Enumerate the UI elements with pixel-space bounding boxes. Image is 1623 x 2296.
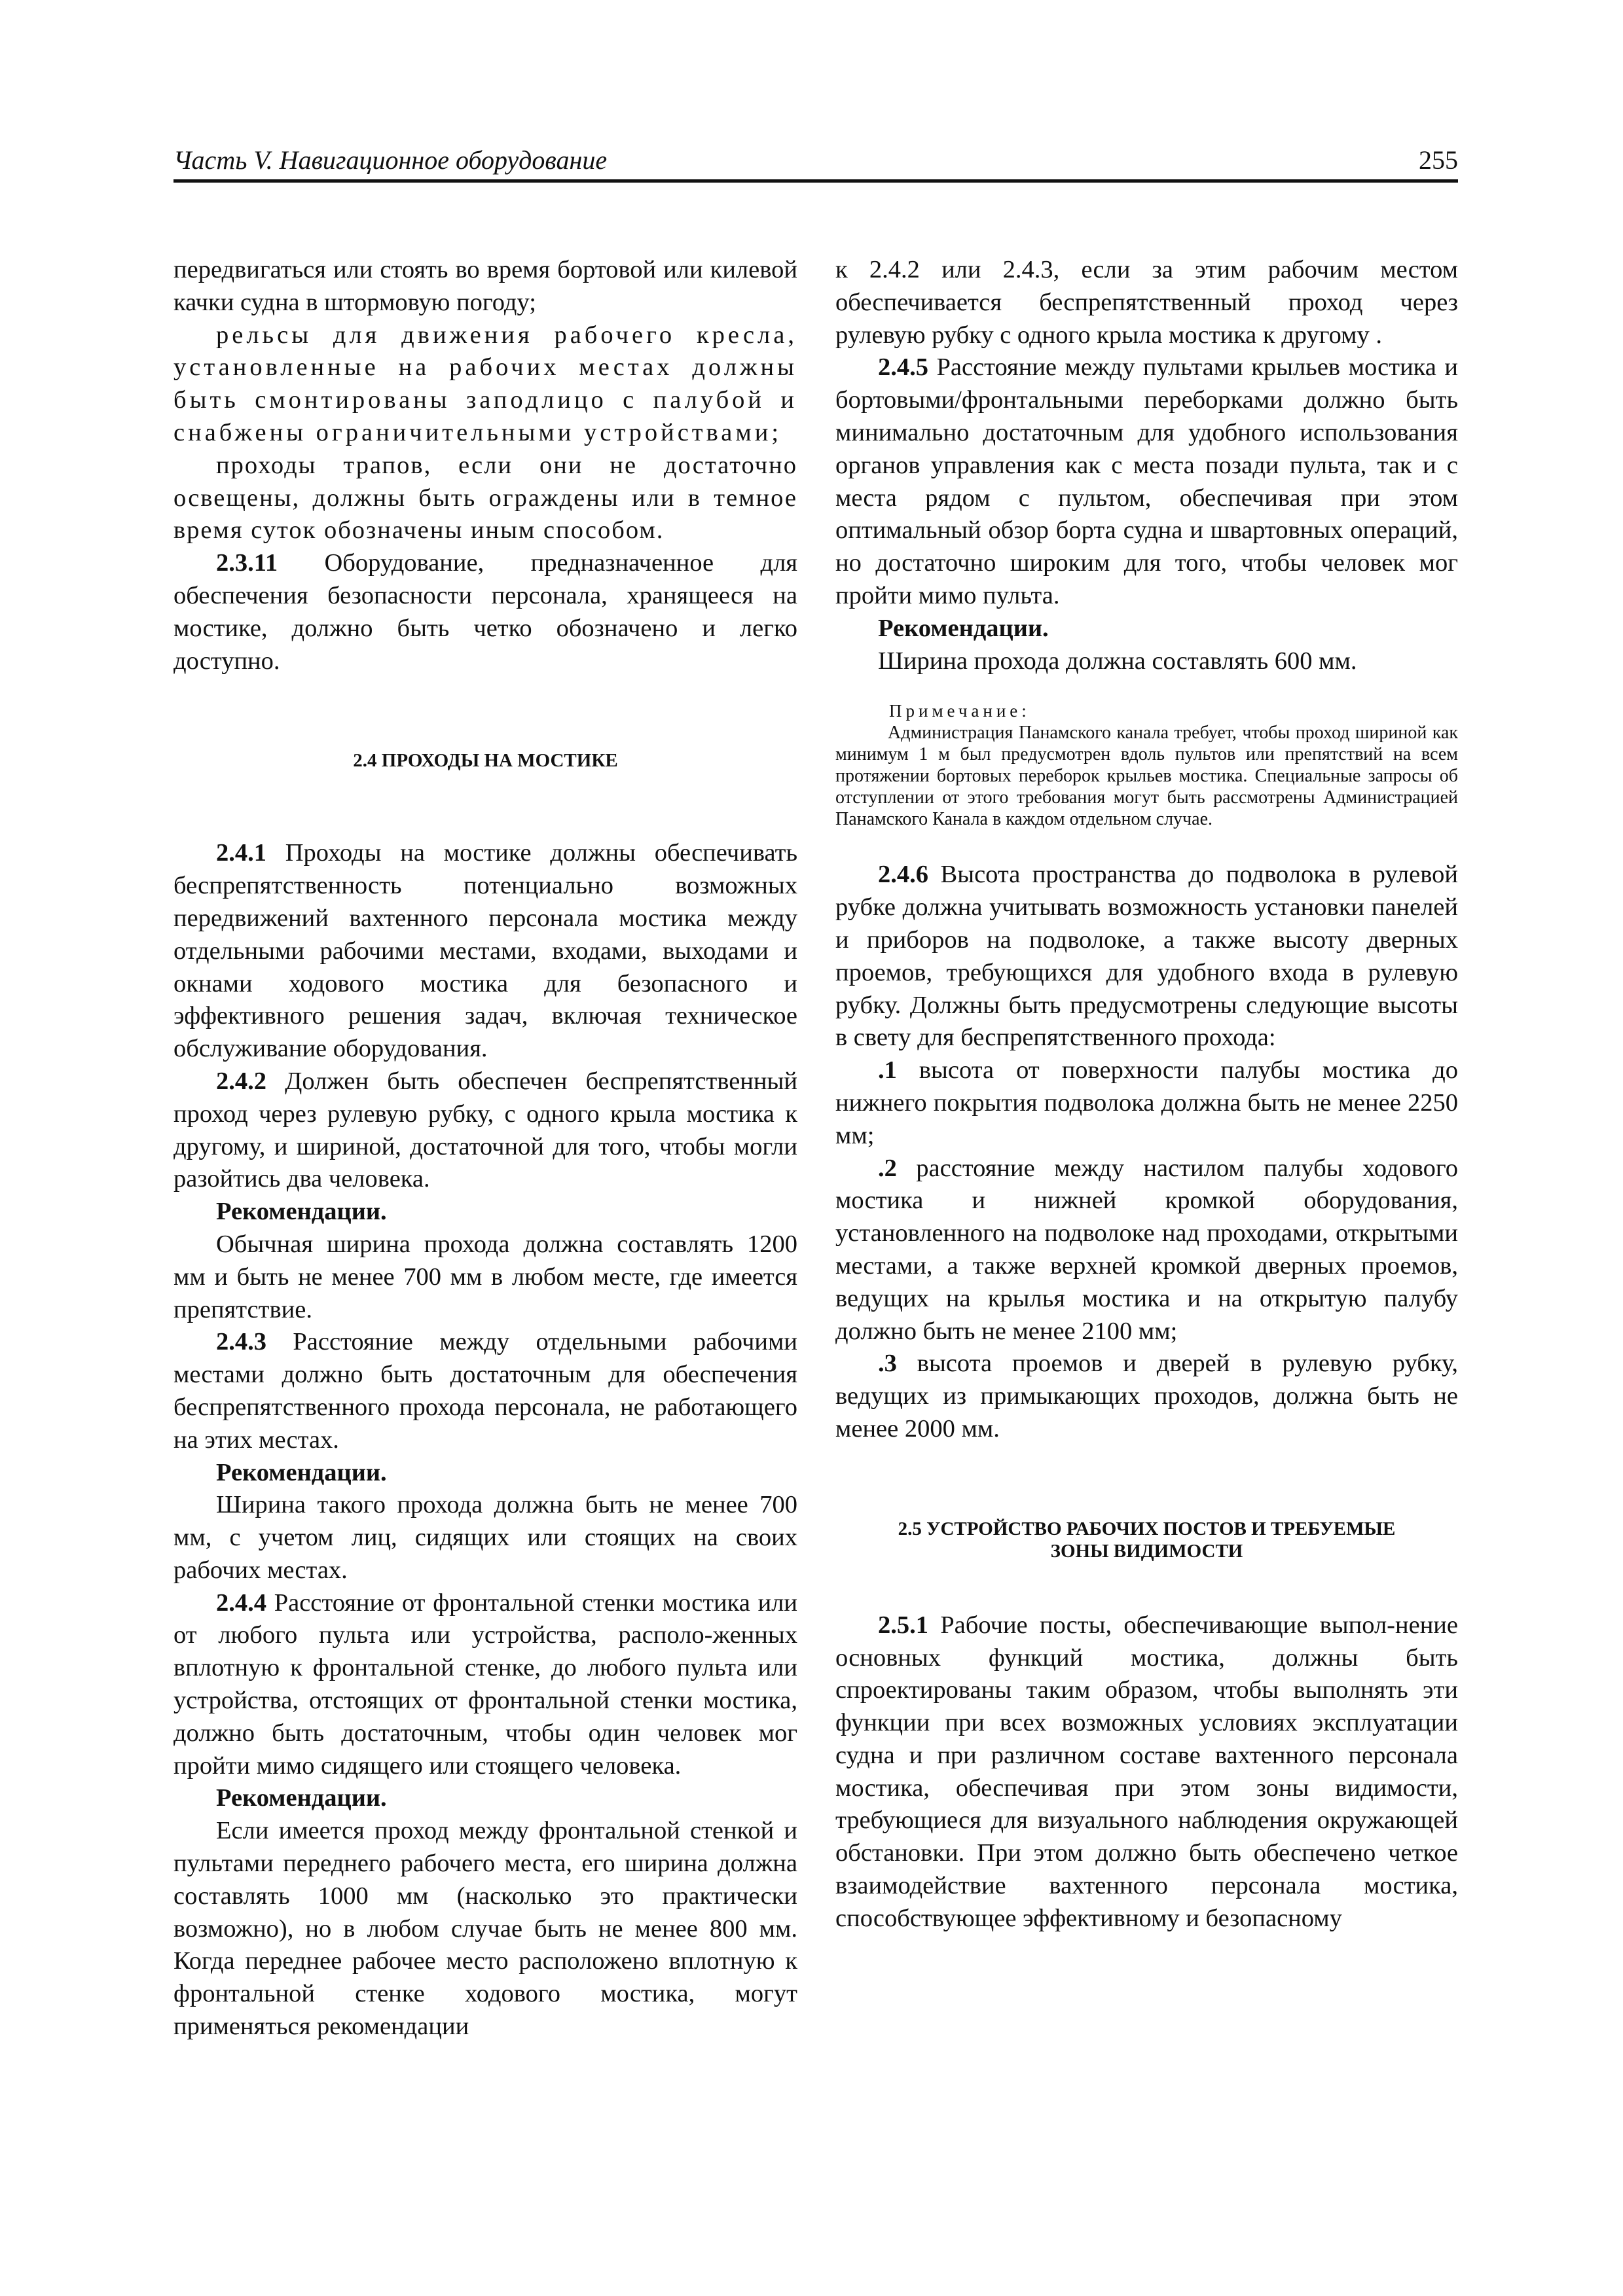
recommendation-text: Обычная ширина прохода должна составлять 1200 мм и быть не менее 700 мм в любом месте, где имеется препятствие. [173, 1230, 797, 1323]
section-heading-2-5 [835, 1518, 1458, 1562]
paragraph: к 2.4.2 или 2.4.3, если за этим рабочим местом обеспечивается беспрепятственный проход через рулевую рубку с одного крыла мостика к другому . [835, 256, 1458, 349]
paragraph-2-3-11 [173, 547, 797, 677]
recommendations-heading: Рекомендации. [216, 1198, 387, 1226]
page-header [173, 143, 1458, 183]
paragraph-2-4-2 [173, 1066, 797, 1196]
paragraph: проходы трапов, если они не достаточно освещены, должны быть ограждены или в темное время суток обозначены иным способом. [173, 451, 797, 545]
clause-number: 2.4.4 [216, 1588, 266, 1617]
clause-text: Высота пространства до подволока в рулевой рубке должна учитывать возможность установки панелей и приборов на подволоке, а также высоту дверных проемов, требующихся для удобного входа в рулевую рубку. Должны быть предусмотрены следующие высоты в свету для беспрепятственного прохода: [835, 861, 1458, 1052]
paragraph: передвигаться или стоять во время бортовой или килевой качки судна в штормовую погоду; [173, 256, 797, 316]
item-number: .1 [878, 1056, 897, 1085]
recommendation-text: Если имеется проход между фронтальной стенкой и пультами переднего рабочего места, его ширина должна составлять 1000 мм (насколько это практически возможно), но в любом случае быть не менее 800 мм. Когда переднее рабочее место расположено вплотную к фронтальной стенке ходового мостика, могут применяться рекомендации [173, 1817, 797, 2041]
clause-text: Расстояние между отдельными рабочими местами должно быть достаточным для обеспечения беспрепятственного прохода персонала, не работающего на этих местах. [173, 1328, 797, 1454]
page-number: 255 [1419, 145, 1458, 175]
item-text: расстояние между настилом палубы ходового мостика и нижней кромкой оборудования, установленного на подволоке над проходами, открытыми местами, а также верхней кромкой дверных проемов, ведущих на крылья мостика и на открытую палубу должно быть не менее 2100 мм; [835, 1154, 1458, 1345]
clause-text: Расстояние между пультами крыльев мостика и бортовыми/фронтальными переборками должно быть минимально достаточным для удобного использования органов управления как с места позади пульта, так и с места рядом с пультом, обеспечивая при этом оптимальный обзор борта судна и швартовных операций, но достаточно широким для того, чтобы человек мог пройти мимо пульта. [835, 353, 1458, 609]
paragraph-2-4-6 [835, 859, 1458, 1054]
paragraph-2-4-1 [173, 837, 797, 1066]
clause-text: Должен быть обеспечен беспрепятственный проход через рулевую рубку, с одного крыла мостика к другому, и шириной, достаточной для того, чтобы могли разойтись два человека. [173, 1067, 797, 1193]
item-number: .2 [878, 1154, 897, 1182]
clause-number: 2.5.1 [878, 1611, 928, 1639]
paragraph: рельсы для движения рабочего кресла, установленные на рабочих местах должны быть смонтированы заподлицо с палубой и снабжены ограничительными устройствами; [173, 321, 797, 446]
recommendation-text: Ширина такого прохода должна быть не менее 700 мм, с учетом лиц, сидящих или стоящих на своих рабочих местах. [173, 1491, 797, 1584]
clause-text: Расстояние от фронтальной стенки мостика или от любого пульта или устройства, располо-женных вплотную к фронтальной стенке, до любого пульта или устройства, отстоящих от фронтальной стенки мостика, должно быть достаточным, чтобы один человек мог пройти мимо сидящего или стоящего человека. [173, 1588, 797, 1780]
clause-number: 2.3.11 [216, 549, 278, 577]
item-text: высота от поверхности палубы мостика до нижнего покрытия подволока должна быть не менее 2250 мм; [835, 1056, 1458, 1149]
clause-number: 2.4.1 [216, 839, 266, 867]
left-column [173, 254, 797, 2043]
clause-text: Проходы на мостике должны обеспечивать беспрепятственность потенциально возможных передвижений вахтенного персонала мостика между отдельными рабочими местами, входами, выходами и окнами ходового мостика для безопасного и эффективного решения задач, включая техническое обслуживание оборудования. [173, 839, 797, 1063]
paragraph-2-4-3 [173, 1326, 797, 1456]
paragraph-2-4-4 [173, 1587, 797, 1783]
section-heading-line: 2.5 УСТРОЙСТВО РАБОЧИХ ПОСТОВ И ТРЕБУЕМЫЕ [898, 1518, 1396, 1539]
clause-text: Рабочие посты, обеспечивающие выпол-нение основных функций мостика, должны быть спроектированы таким образом, чтобы выполнять эти функции при всех возможных условиях эксплуатации судна и при различном составе вахтенного персонала мостика, обеспечивая при этом зоны видимости, требующиеся для визуального наблюдения окружающей обстановки. При этом должно быть обеспечено четкое взаимодействие вахтенного персонала мостика, способствующее эффективному и безопасному [835, 1611, 1458, 1932]
note-label: Примечание: [889, 701, 1030, 721]
item-number: .3 [878, 1350, 897, 1378]
clause-number: 2.4.6 [878, 861, 928, 889]
note-text: Администрация Панамского канала требует, чтобы проход шириной как минимум 1 м был предусмотрен вдоль пультов или препятствий на всем протяжении бортовых переборок крыльев мостика. Специальные запросы об отступлении от этого требования могут быть рассмотрены Администрацией Панамского Канала в каждом отдельном случае. [835, 723, 1458, 830]
section-heading-line: ЗОНЫ ВИДИМОСТИ [1050, 1540, 1243, 1562]
recommendations-heading: Рекомендации. [216, 1458, 387, 1486]
clause-number: 2.4.3 [216, 1328, 266, 1356]
recommendations-heading: Рекомендации. [878, 614, 1049, 642]
section-heading-2-4: 2.4 ПРОХОДЫ НА МОСТИКЕ [353, 750, 618, 772]
clause-number: 2.4.2 [216, 1067, 266, 1095]
list-item-3 [835, 1348, 1458, 1445]
clause-text: Оборудование, предназначенное для обеспечения безопасности персонала, хранящееся на мостике, должно быть четко обозначено и легко доступно. [173, 549, 797, 675]
list-item-2 [835, 1153, 1458, 1348]
running-title: Часть V. Навигационное оборудование [173, 145, 608, 175]
recommendation-text: Ширина прохода должна составлять 600 мм. [878, 647, 1357, 675]
clause-number: 2.4.5 [878, 353, 928, 382]
paragraph-2-5-1 [835, 1609, 1458, 1935]
list-item-1 [835, 1054, 1458, 1152]
item-text: высота проемов и дверей в рулевую рубку, ведущих из примыкающих проходов, должна быть не менее 2000 мм. [835, 1350, 1458, 1443]
right-column [835, 254, 1458, 1935]
paragraph-2-4-5 [835, 351, 1458, 612]
recommendations-heading: Рекомендации. [216, 1784, 387, 1812]
